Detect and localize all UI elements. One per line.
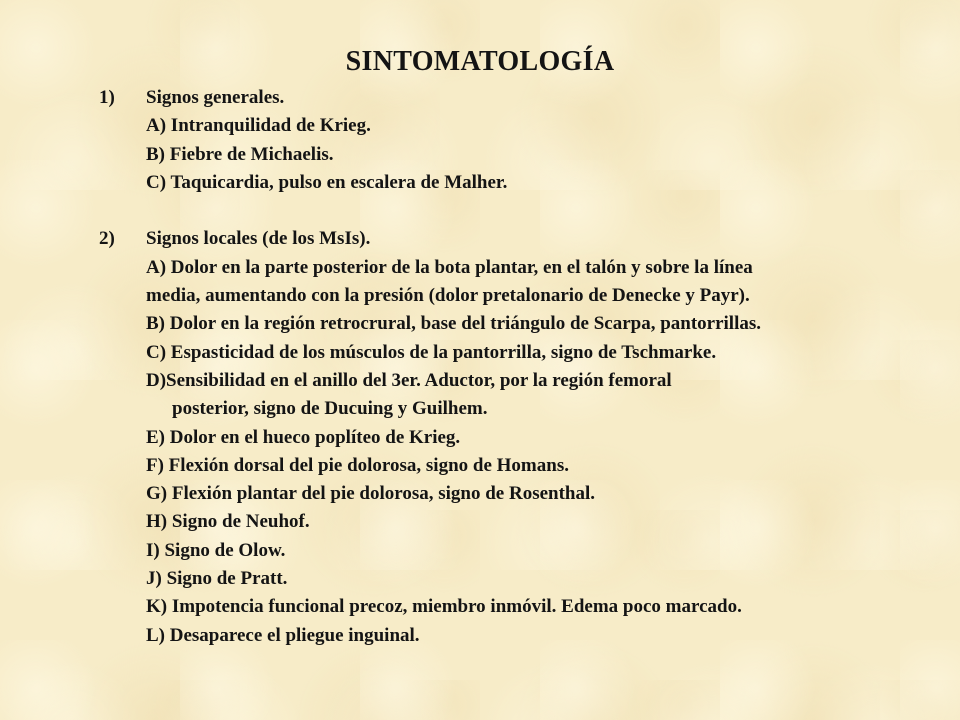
list-item: F) Flexión dorsal del pie dolorosa, signo de Homans. [146,454,569,476]
list-item: A) Intranquilidad de Krieg. [146,115,371,137]
section-heading-row [99,225,929,253]
list-item-continuation: media, aumentando con la presión (dolor pretalonario de Denecke y Payr). [146,285,750,307]
list-item-continuation: posterior, signo de Ducuing y Guilhem. [172,398,488,420]
section-number: 2) [99,228,115,250]
section-heading-row [99,84,929,112]
list-item: D)Sensibilidad en el anillo del 3er. Aductor, por la región femoral [146,369,672,391]
list-item: H) Signo de Neuhof. [146,511,310,533]
section-number: 1) [99,87,115,108]
list-item: C) Espasticidad de los músculos de la pantorrilla, signo de Tschmarke. [146,341,717,363]
list-item: B) Dolor en la región retrocrural, base del triángulo de Scarpa, pantorrillas. [146,313,762,335]
list-item: J) Signo de Pratt. [146,568,288,590]
list-item: B) Fiebre de Michaelis. [146,143,334,165]
section-heading: Signos locales (de los MsIs). [146,228,371,250]
list-item: E) Dolor en el hueco poplíteo de Krieg. [146,426,461,448]
section-heading: Signos generales. [146,87,285,108]
list-item: I) Signo de Olow. [146,539,286,561]
section-local-signs [99,225,929,649]
list-item: A) Dolor en la parte posterior de la bota plantar, en el talón y sobre la línea [146,256,753,278]
list-item: C) Taquicardia, pulso en escalera de Malher. [146,171,508,193]
list-item: G) Flexión plantar del pie dolorosa, signo de Rosenthal. [146,483,596,505]
slide-title: SINTOMATOLOGÍA [345,46,615,77]
section-general-signs [99,84,929,197]
list-item: L) Desaparece el pliegue inguinal. [146,624,420,646]
list-item: K) Impotencia funcional precoz, miembro inmóvil. Edema poco marcado. [146,596,742,618]
slide-content [99,84,929,650]
